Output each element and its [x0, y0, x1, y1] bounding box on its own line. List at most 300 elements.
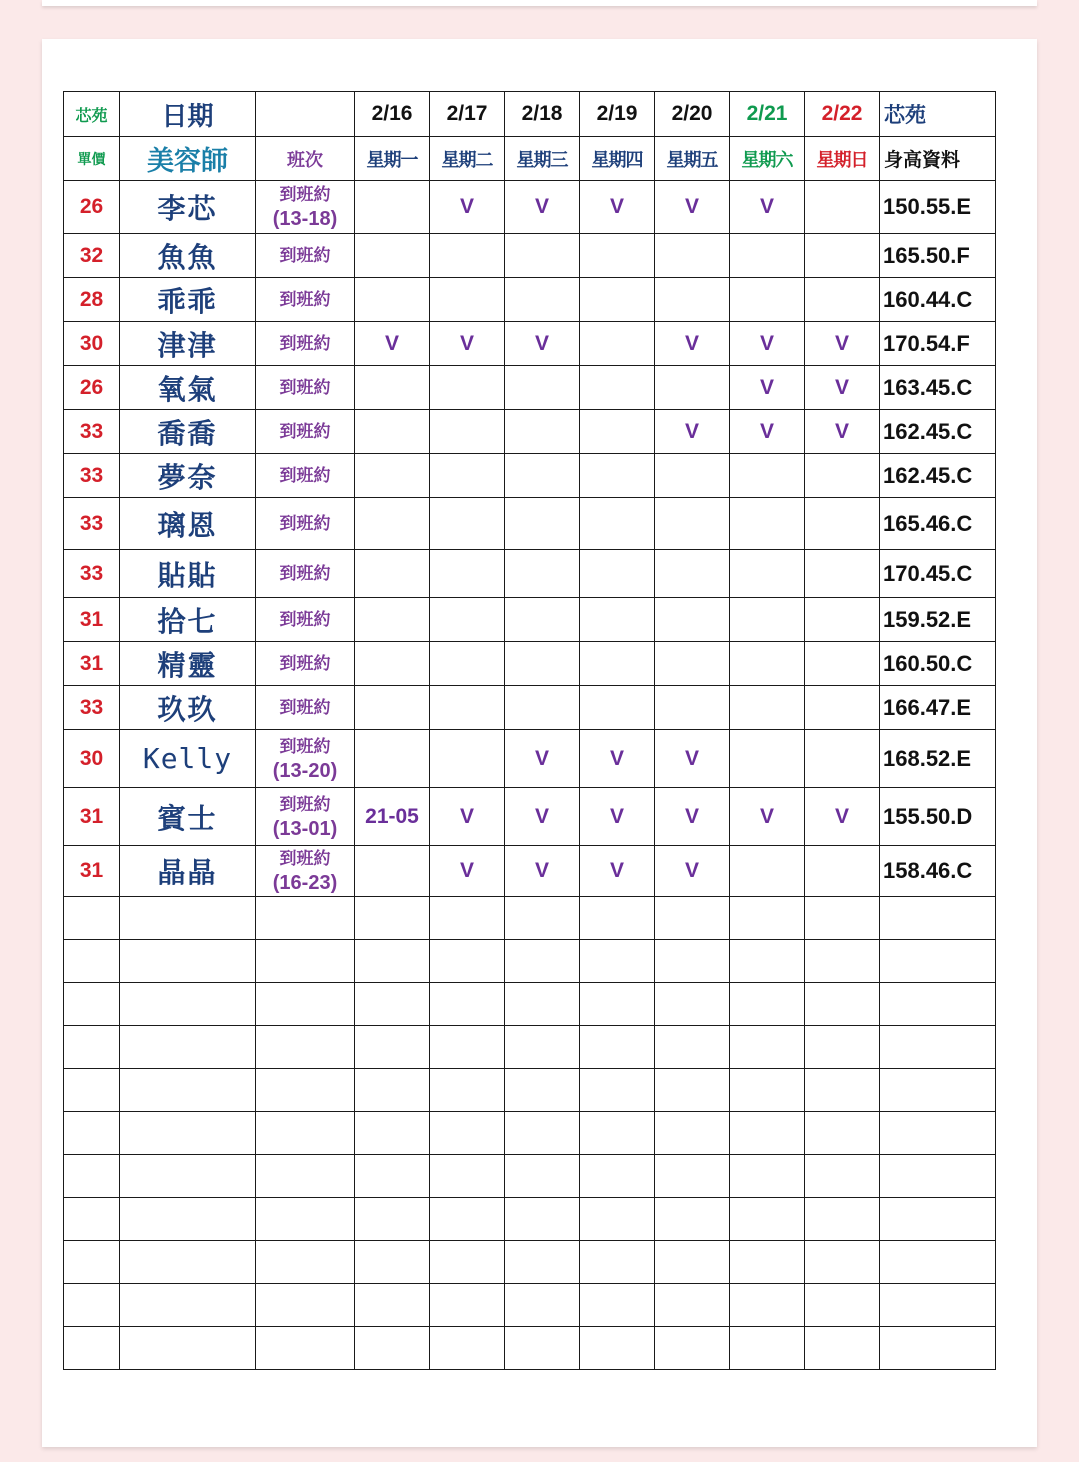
price-cell: 31 [64, 846, 120, 897]
empty-cell [580, 1327, 655, 1370]
empty-cell [730, 1112, 805, 1155]
shift-cell [256, 234, 355, 278]
empty-cell [64, 1069, 120, 1112]
empty-cell [256, 983, 355, 1026]
empty-cell [355, 1026, 430, 1069]
empty-cell [580, 940, 655, 983]
empty-row [64, 940, 996, 983]
day-mark: V [655, 730, 730, 788]
day-mark [730, 498, 805, 550]
empty-cell [430, 1284, 505, 1327]
date-label: 日期 [120, 92, 256, 137]
price-cell: 26 [64, 366, 120, 410]
shift-text: 到班約 [279, 465, 331, 486]
height-cell: 155.50.D [880, 788, 996, 846]
empty-cell [120, 1241, 256, 1284]
day-mark: V [505, 846, 580, 897]
day-mark [655, 366, 730, 410]
empty-cell [505, 983, 580, 1026]
day-mark [430, 234, 505, 278]
height-cell: 170.54.F [880, 322, 996, 366]
price-cell: 30 [64, 322, 120, 366]
shift-text: 到班約 [279, 653, 331, 674]
day-mark [580, 278, 655, 322]
header-row-days [64, 137, 996, 181]
weekday-sun: 星期日 [805, 137, 880, 181]
day-mark: V [505, 322, 580, 366]
beautician-name: Kelly [120, 730, 256, 788]
price-cell: 30 [64, 730, 120, 788]
empty-cell [120, 1198, 256, 1241]
day-mark [655, 642, 730, 686]
day-mark [355, 498, 430, 550]
empty-cell [120, 1155, 256, 1198]
day-mark [430, 454, 505, 498]
day-mark: V [430, 181, 505, 234]
schedule-table [63, 91, 996, 1370]
height-cell: 160.50.C [880, 642, 996, 686]
shift-cell [256, 410, 355, 454]
day-mark: V [730, 322, 805, 366]
empty-cell [430, 983, 505, 1026]
shift-hours: (13-20) [272, 759, 338, 782]
day-mark: V [505, 730, 580, 788]
empty-cell [430, 940, 505, 983]
day-mark: V [505, 181, 580, 234]
empty-cell [256, 1026, 355, 1069]
empty-row [64, 1026, 996, 1069]
empty-cell [64, 897, 120, 940]
day-mark [505, 550, 580, 598]
shift-hours: (13-01) [272, 817, 338, 840]
day-mark: V [580, 788, 655, 846]
table-row [64, 598, 996, 642]
empty-row [64, 1112, 996, 1155]
empty-cell [655, 983, 730, 1026]
empty-cell [120, 1069, 256, 1112]
empty-cell [880, 983, 996, 1026]
weekday-thu: 星期四 [580, 137, 655, 181]
empty-cell [880, 1327, 996, 1370]
brand-label: 芯苑 [64, 92, 120, 137]
day-mark [580, 366, 655, 410]
beautician-name: 精靈 [120, 642, 256, 686]
date-wed: 2/18 [505, 92, 580, 137]
empty-cell [256, 1198, 355, 1241]
shift-text: 到班約 [279, 794, 331, 815]
table-row [64, 278, 996, 322]
day-mark: V [730, 410, 805, 454]
height-cell: 163.45.C [880, 366, 996, 410]
shift-text: 到班約 [279, 289, 331, 310]
empty-cell [355, 1155, 430, 1198]
day-mark [805, 234, 880, 278]
empty-cell [880, 940, 996, 983]
day-mark [430, 642, 505, 686]
day-mark [505, 366, 580, 410]
empty-cell [430, 1327, 505, 1370]
empty-cell [430, 1155, 505, 1198]
empty-row [64, 1155, 996, 1198]
day-mark [505, 686, 580, 730]
empty-cell [355, 983, 430, 1026]
day-mark: V [430, 846, 505, 897]
height-cell: 162.45.C [880, 410, 996, 454]
empty-row [64, 1241, 996, 1284]
empty-cell [430, 1112, 505, 1155]
day-mark [580, 598, 655, 642]
day-mark [430, 366, 505, 410]
table-row [64, 410, 996, 454]
empty-cell [64, 1155, 120, 1198]
price-cell: 33 [64, 410, 120, 454]
beautician-name: 李芯 [120, 181, 256, 234]
day-mark [430, 550, 505, 598]
empty-cell [505, 1112, 580, 1155]
empty-cell [256, 1241, 355, 1284]
empty-cell [580, 1198, 655, 1241]
day-mark: V [730, 366, 805, 410]
day-mark [730, 686, 805, 730]
day-mark [580, 498, 655, 550]
beautician-name: 璃恩 [120, 498, 256, 550]
day-mark [580, 410, 655, 454]
day-mark: V [430, 322, 505, 366]
shift-text: 到班約 [279, 185, 331, 205]
price-cell: 31 [64, 788, 120, 846]
empty-cell [580, 983, 655, 1026]
shift-label: 班次 [256, 137, 355, 181]
day-mark [505, 454, 580, 498]
previous-page-edge [42, 0, 1037, 6]
price-cell: 31 [64, 642, 120, 686]
empty-cell [64, 983, 120, 1026]
day-mark [805, 598, 880, 642]
table-row [64, 454, 996, 498]
beautician-name: 乖乖 [120, 278, 256, 322]
empty-cell [505, 897, 580, 940]
empty-row [64, 1069, 996, 1112]
day-mark [655, 454, 730, 498]
empty-cell [355, 1284, 430, 1327]
shift-cell [256, 366, 355, 410]
shift-cell [256, 454, 355, 498]
date-sun: 2/22 [805, 92, 880, 137]
day-mark [430, 410, 505, 454]
table-row [64, 234, 996, 278]
day-mark [580, 454, 655, 498]
day-mark [505, 642, 580, 686]
day-mark [505, 410, 580, 454]
beautician-name: 玖玖 [120, 686, 256, 730]
day-mark [355, 234, 430, 278]
day-mark [655, 686, 730, 730]
day-mark: V [655, 322, 730, 366]
height-cell: 168.52.E [880, 730, 996, 788]
day-mark: V [805, 410, 880, 454]
day-mark [805, 686, 880, 730]
empty-cell [880, 1241, 996, 1284]
header-row-dates [64, 92, 996, 137]
day-mark [730, 234, 805, 278]
empty-cell [256, 1284, 355, 1327]
empty-cell [256, 940, 355, 983]
empty-cell [64, 1112, 120, 1155]
empty-cell [805, 1155, 880, 1198]
shift-cell [256, 550, 355, 598]
beautician-name: 賓士 [120, 788, 256, 846]
day-mark [355, 278, 430, 322]
empty-cell [505, 1284, 580, 1327]
empty-cell [805, 1198, 880, 1241]
empty-cell [64, 1284, 120, 1327]
blank-header-cell [256, 92, 355, 137]
beautician-name: 喬喬 [120, 410, 256, 454]
day-mark [805, 498, 880, 550]
day-mark: V [580, 846, 655, 897]
empty-cell [880, 1155, 996, 1198]
price-cell: 26 [64, 181, 120, 234]
empty-cell [580, 1069, 655, 1112]
empty-cell [355, 1112, 430, 1155]
day-mark [580, 642, 655, 686]
day-mark [355, 550, 430, 598]
empty-cell [430, 1026, 505, 1069]
day-mark: V [655, 788, 730, 846]
day-mark [355, 846, 430, 897]
day-mark: V [580, 181, 655, 234]
table-row [64, 642, 996, 686]
date-tue: 2/17 [430, 92, 505, 137]
price-cell: 32 [64, 234, 120, 278]
empty-cell [655, 1198, 730, 1241]
shift-hours: (16-23) [272, 872, 338, 894]
day-mark [355, 642, 430, 686]
beautician-name: 津津 [120, 322, 256, 366]
empty-cell [730, 1069, 805, 1112]
shift-text: 到班約 [279, 245, 331, 266]
day-mark [805, 454, 880, 498]
empty-cell [730, 940, 805, 983]
day-mark [655, 550, 730, 598]
day-mark: V [655, 410, 730, 454]
day-mark: V [655, 846, 730, 897]
day-mark [730, 278, 805, 322]
day-mark [580, 686, 655, 730]
shift-text: 到班約 [279, 849, 331, 869]
day-mark [655, 234, 730, 278]
day-mark: V [505, 788, 580, 846]
empty-cell [355, 940, 430, 983]
date-mon: 2/16 [355, 92, 430, 137]
day-mark [355, 410, 430, 454]
empty-cell [256, 1112, 355, 1155]
weekday-sat: 星期六 [730, 137, 805, 181]
empty-row [64, 983, 996, 1026]
shift-cell [256, 181, 355, 234]
empty-cell [655, 897, 730, 940]
empty-cell [730, 1241, 805, 1284]
price-cell: 31 [64, 598, 120, 642]
empty-cell [505, 1241, 580, 1284]
empty-cell [880, 1198, 996, 1241]
day-mark [355, 598, 430, 642]
table-row [64, 788, 996, 846]
day-mark [505, 598, 580, 642]
empty-cell [355, 1327, 430, 1370]
shift-cell [256, 642, 355, 686]
day-mark: V [430, 788, 505, 846]
empty-cell [355, 1241, 430, 1284]
day-mark [580, 550, 655, 598]
shift-cell [256, 322, 355, 366]
empty-cell [120, 940, 256, 983]
empty-cell [730, 897, 805, 940]
table-row [64, 730, 996, 788]
price-cell: 28 [64, 278, 120, 322]
shift-text: 到班約 [279, 377, 331, 398]
empty-cell [355, 897, 430, 940]
empty-cell [120, 1026, 256, 1069]
day-mark: V [730, 181, 805, 234]
empty-cell [430, 1069, 505, 1112]
shift-text: 到班約 [279, 421, 331, 442]
day-mark [355, 181, 430, 234]
empty-cell [580, 897, 655, 940]
day-mark: V [805, 322, 880, 366]
empty-cell [655, 1112, 730, 1155]
empty-cell [580, 1284, 655, 1327]
empty-cell [120, 1327, 256, 1370]
height-cell: 162.45.C [880, 454, 996, 498]
day-mark: V [355, 322, 430, 366]
empty-cell [805, 1112, 880, 1155]
height-cell: 160.44.C [880, 278, 996, 322]
empty-cell [730, 983, 805, 1026]
beautician-name: 氧氣 [120, 366, 256, 410]
empty-cell [64, 940, 120, 983]
table-row [64, 498, 996, 550]
shift-text: 到班約 [279, 697, 331, 718]
day-mark [730, 550, 805, 598]
empty-cell [120, 897, 256, 940]
weekday-mon: 星期一 [355, 137, 430, 181]
day-mark [805, 846, 880, 897]
empty-cell [880, 1069, 996, 1112]
height-cell: 159.52.E [880, 598, 996, 642]
beautician-name: 晶晶 [120, 846, 256, 897]
shift-text: 到班約 [279, 333, 331, 354]
shift-cell [256, 730, 355, 788]
empty-cell [580, 1026, 655, 1069]
empty-cell [64, 1241, 120, 1284]
empty-cell [64, 1327, 120, 1370]
empty-cell [256, 1327, 355, 1370]
day-mark [730, 846, 805, 897]
empty-cell [655, 1327, 730, 1370]
beautician-name: 拾七 [120, 598, 256, 642]
empty-cell [64, 1026, 120, 1069]
empty-cell [730, 1327, 805, 1370]
empty-cell [430, 1198, 505, 1241]
empty-cell [655, 940, 730, 983]
empty-cell [505, 1327, 580, 1370]
day-mark [430, 598, 505, 642]
weekday-fri: 星期五 [655, 137, 730, 181]
price-cell: 33 [64, 454, 120, 498]
day-mark [505, 278, 580, 322]
empty-cell [880, 1284, 996, 1327]
empty-cell [256, 1155, 355, 1198]
empty-row [64, 897, 996, 940]
empty-cell [505, 1069, 580, 1112]
empty-cell [120, 1112, 256, 1155]
empty-cell [580, 1155, 655, 1198]
day-mark [505, 234, 580, 278]
day-mark [730, 454, 805, 498]
empty-cell [430, 1241, 505, 1284]
empty-cell [730, 1026, 805, 1069]
day-mark [805, 642, 880, 686]
day-mark: V [730, 788, 805, 846]
day-mark: V [805, 788, 880, 846]
day-mark [355, 366, 430, 410]
shift-cell [256, 598, 355, 642]
beautician-name: 夢奈 [120, 454, 256, 498]
empty-cell [655, 1026, 730, 1069]
weekday-tue: 星期二 [430, 137, 505, 181]
price-cell: 33 [64, 686, 120, 730]
empty-row [64, 1198, 996, 1241]
empty-cell [805, 940, 880, 983]
date-fri: 2/20 [655, 92, 730, 137]
empty-cell [805, 1026, 880, 1069]
height-cell: 165.46.C [880, 498, 996, 550]
empty-cell [120, 983, 256, 1026]
empty-cell [505, 1198, 580, 1241]
empty-cell [580, 1241, 655, 1284]
empty-cell [880, 897, 996, 940]
day-mark [805, 730, 880, 788]
price-label: 單價 [64, 137, 120, 181]
day-mark [730, 730, 805, 788]
day-mark [730, 642, 805, 686]
empty-cell [580, 1112, 655, 1155]
shift-cell [256, 278, 355, 322]
shift-cell [256, 846, 355, 897]
empty-cell [730, 1284, 805, 1327]
day-mark: V [805, 366, 880, 410]
empty-cell [805, 1284, 880, 1327]
height-cell: 165.50.F [880, 234, 996, 278]
height-cell: 166.47.E [880, 686, 996, 730]
day-mark: V [655, 181, 730, 234]
shift-text: 到班約 [279, 736, 331, 757]
height-cell: 150.55.E [880, 181, 996, 234]
empty-cell [655, 1155, 730, 1198]
day-mark [505, 498, 580, 550]
empty-cell [505, 1155, 580, 1198]
day-mark [355, 730, 430, 788]
day-mark [655, 598, 730, 642]
day-mark [430, 730, 505, 788]
empty-cell [730, 1198, 805, 1241]
empty-cell [505, 940, 580, 983]
height-cell: 158.46.C [880, 846, 996, 897]
day-mark [655, 278, 730, 322]
empty-cell [805, 1241, 880, 1284]
shift-text: 到班約 [279, 513, 331, 534]
